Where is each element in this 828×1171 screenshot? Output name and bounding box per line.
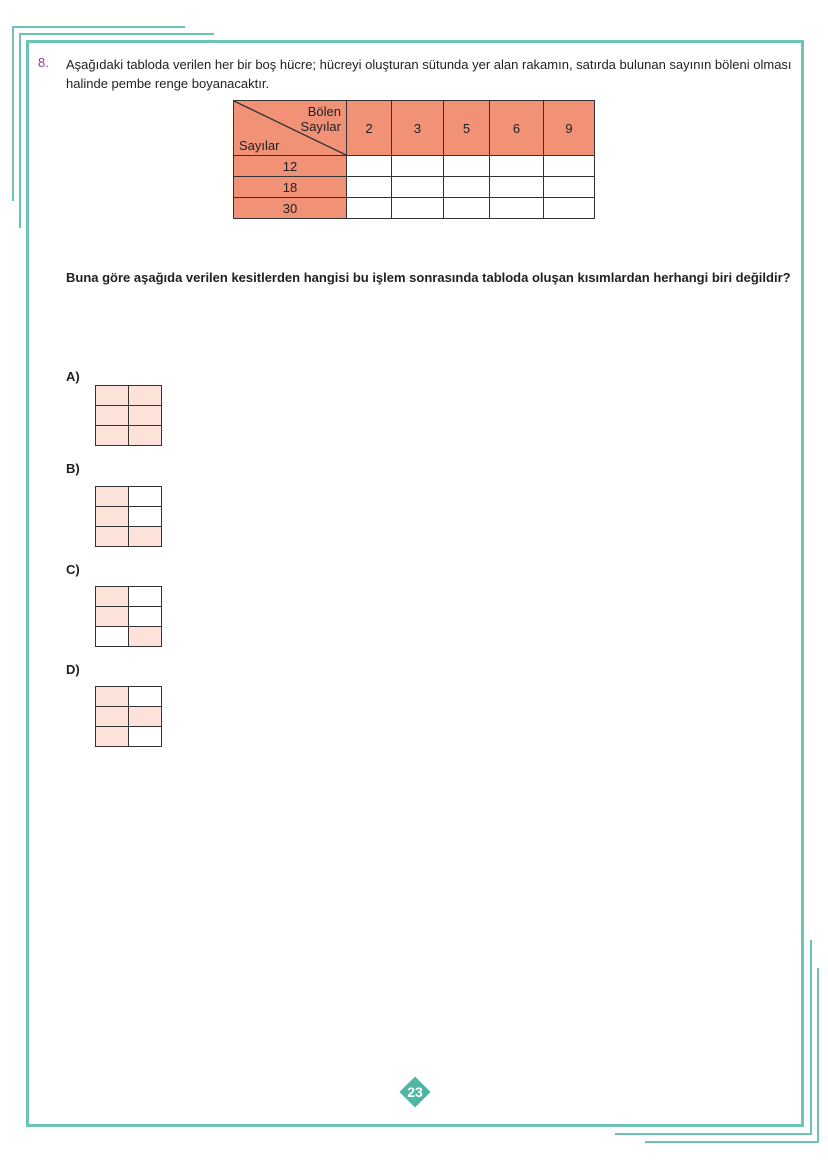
empty-cell (444, 198, 490, 219)
grid-cell-white (129, 587, 162, 607)
empty-cell (347, 156, 392, 177)
frame-right-line (801, 40, 804, 1127)
corner-top-line1: Bölen (307, 104, 341, 119)
frame-bottom-line (26, 1124, 804, 1127)
question-prompt: Buna göre aşağıda verilen kesitlerden hangisi bu işlem sonrasında tabloda oluşan kısımlardan herhangi biri değildir? (66, 270, 791, 285)
empty-cell (392, 177, 444, 198)
grid-row (96, 587, 162, 607)
empty-cell (392, 156, 444, 177)
corner-deco-br-2 (817, 968, 819, 1143)
column-header: 5 (444, 101, 490, 156)
grid-row (96, 487, 162, 507)
empty-cell (490, 198, 544, 219)
table-row (234, 198, 595, 219)
grid-cell-pink (129, 707, 162, 727)
grid-cell-pink (96, 487, 129, 507)
grid-cell-pink (129, 426, 162, 446)
table-row (234, 177, 595, 198)
corner-deco-br-4 (645, 1141, 819, 1143)
row-header: 18 (234, 177, 347, 198)
grid-row (96, 527, 162, 547)
empty-cell (347, 177, 392, 198)
corner-top-line2: Sayılar (300, 119, 341, 134)
empty-cell (544, 156, 595, 177)
grid-row (96, 607, 162, 627)
grid-cell-white (129, 507, 162, 527)
grid-cell-pink (96, 587, 129, 607)
empty-cell (444, 177, 490, 198)
row-header: 12 (234, 156, 347, 177)
option-c-label[interactable]: C) (66, 562, 80, 577)
empty-cell (490, 177, 544, 198)
grid-row (96, 627, 162, 647)
grid-cell-pink (96, 727, 129, 747)
empty-cell (392, 198, 444, 219)
grid-cell-pink (129, 406, 162, 426)
column-header: 6 (490, 101, 544, 156)
grid-cell-pink (129, 386, 162, 406)
option-b-label[interactable]: B) (66, 461, 80, 476)
grid-cell-pink (96, 707, 129, 727)
grid-cell-white (129, 727, 162, 747)
grid-cell-pink (96, 527, 129, 547)
grid-cell-white (129, 687, 162, 707)
corner-deco-tl-3 (12, 26, 185, 28)
option-b-grid[interactable] (95, 486, 162, 547)
empty-cell (544, 177, 595, 198)
corner-deco-tl-2 (19, 33, 21, 228)
page-number: 23 (407, 1084, 423, 1100)
option-d-grid[interactable] (95, 686, 162, 747)
corner-deco-tl-1 (12, 26, 14, 201)
grid-cell-white (129, 487, 162, 507)
corner-deco-tl-4 (19, 33, 214, 35)
divisor-table (233, 100, 595, 219)
row-header: 30 (234, 198, 347, 219)
grid-cell-pink (96, 406, 129, 426)
frame-left-line (26, 40, 29, 1127)
corner-deco-br-3 (615, 1133, 812, 1135)
grid-row (96, 406, 162, 426)
grid-cell-pink (96, 426, 129, 446)
grid-row (96, 707, 162, 727)
grid-cell-white (129, 607, 162, 627)
grid-row (96, 426, 162, 446)
empty-cell (444, 156, 490, 177)
table-corner-cell (234, 101, 347, 156)
column-header: 2 (347, 101, 392, 156)
empty-cell (347, 198, 392, 219)
grid-cell-pink (96, 607, 129, 627)
page-number-badge (401, 1078, 429, 1106)
corner-bottom-label: Sayılar (239, 138, 280, 153)
question-number: 8. (38, 55, 49, 70)
grid-cell-pink (129, 527, 162, 547)
column-header: 3 (392, 101, 444, 156)
corner-deco-br-1 (810, 940, 812, 1135)
grid-row (96, 687, 162, 707)
option-d-label[interactable]: D) (66, 662, 80, 677)
grid-cell-pink (129, 627, 162, 647)
corner-top-label (301, 104, 341, 134)
grid-cell-pink (96, 507, 129, 527)
grid-cell-pink (96, 687, 129, 707)
column-header: 9 (544, 101, 595, 156)
grid-cell-white (96, 627, 129, 647)
empty-cell (490, 156, 544, 177)
table-header-row (234, 101, 595, 156)
option-a-label[interactable]: A) (66, 369, 80, 384)
grid-row (96, 507, 162, 527)
grid-row (96, 386, 162, 406)
option-c-grid[interactable] (95, 586, 162, 647)
option-a-grid[interactable] (95, 385, 162, 446)
grid-row (96, 727, 162, 747)
empty-cell (544, 198, 595, 219)
table-row (234, 156, 595, 177)
grid-cell-pink (96, 386, 129, 406)
question-text: Aşağıdaki tabloda verilen her bir boş hücre; hücreyi oluşturan sütunda yer alan rakamın, satırda bulunan sayının böleni olması halinde pembe renge boyanacaktır. (66, 57, 792, 91)
frame-top-line (26, 40, 804, 43)
